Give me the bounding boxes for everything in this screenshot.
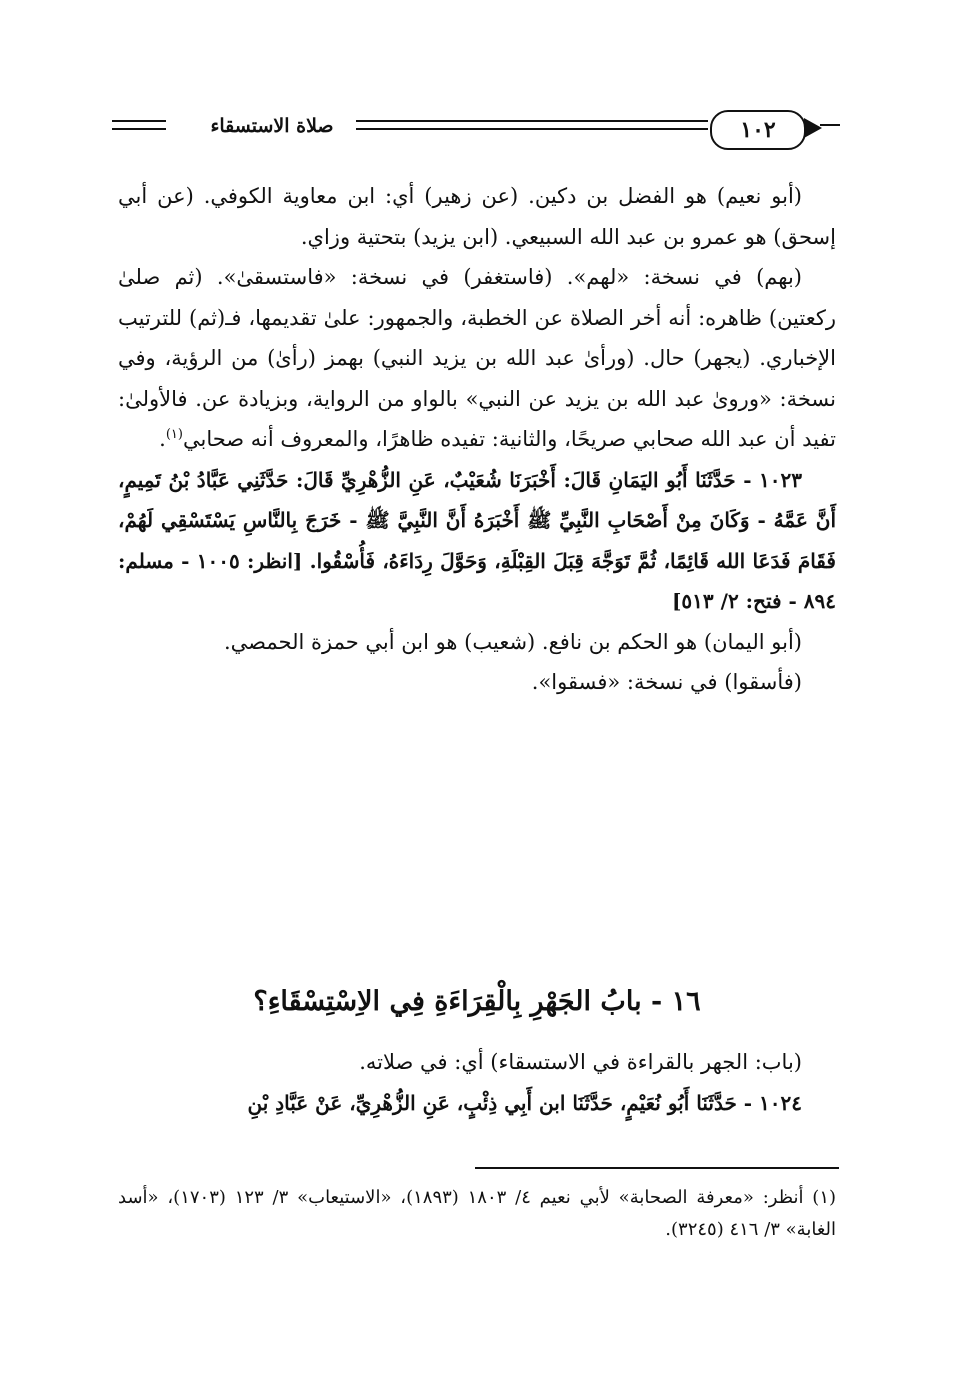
commentary-paragraph [118, 257, 836, 460]
header-rule-middle [356, 128, 708, 130]
running-title: صلاة الاستسقاء [210, 115, 334, 137]
page-number-pointer [804, 118, 822, 138]
hadith-1024: ١٠٢٤ - حَدَّثَنَا أَبُو نُعَيْمٍ، حَدَّثَنَا ابن أَبِي ذِئْبٍ، عَنِ الزُّهْرِيِّ، عَنْ عَبَّادِ بْنِ [247, 1090, 802, 1115]
running-header [112, 104, 840, 150]
commentary-paragraph: (أبو نعيم) هو الفضل بن دكين. (عن زهير) أي: ابن معاوية الكوفي. (عن أبي إسحق) هو عمرو بن عبد الله السبيعي. (ابن يزيد) بتحتية وزاي. [118, 184, 836, 249]
header-rule-right [820, 124, 840, 126]
page-number: ١٠٢ [710, 110, 806, 150]
chapter-heading: ١٦ - بابُ الجَهْرِ بِالْقِرَاءَةِ فِي الاِسْتِسْقَاءِ؟ [253, 986, 701, 1017]
footnote: (١) أنظر: «معرفة الصحابة» لأبي نعيم ٤/ ١٨٠٣ (١٨٩٣)، «الاستيعاب» ٣/ ١٢٣ (١٧٠٣)، «أسد الغابة» ٣/ ٤١٦ (٣٢٤٥). [118, 1187, 837, 1240]
commentary-paragraph: (فأسقوا) في نسخة: «فسقوا». [531, 670, 802, 694]
main-text-continued [118, 1042, 836, 1123]
sentence-end: . [159, 427, 166, 451]
header-rule-middle [356, 120, 708, 122]
commentary-paragraph: (أبو اليمان) هو الحكم بن نافع. (شعيب) هو ابن أبي حمزة الحمصي. [224, 629, 802, 654]
chapter-gloss: (باب: الجهر بالقراءة في الاستسقاء) أي: في صلاته. [359, 1050, 802, 1074]
footnote-marker: (١) [165, 427, 183, 442]
main-text [118, 176, 836, 703]
header-rule-left [112, 120, 166, 122]
hadith-1023: ١٠٢٣ - حَدَّثَنَا أَبُو اليَمَانِ قَالَ: أَخْبَرَنَا شُعَيْبٌ، عَنِ الزُّهْرِيِّ قَالَ: حَدَّثَنِي عَبَّادُ بْنُ تَمِيمٍ، أَنَّ عَمَّهُ - وَكَانَ مِنْ أَصْحَابِ النَّبِيِّ ﷺ أَخْبَرَهُ أَنَّ النَّبِيَّ ﷺ - خَرَجَ بِالنَّاسِ يَسْتَسْقِي لَهُمْ، فَقَامَ فَدَعَا الله قَائِمًا، ثُمَّ تَوَجَّهَ قِبَلَ القِبْلَةِ، وَحَوَّلَ رِدَاءَهُ، فَأُسْقُوا. [انظر: ١٠٠٥ - مسلم: ٨٩٤ - فتح: ٢/ ٥١٣] [118, 467, 836, 613]
header-rule-left [112, 128, 166, 130]
commentary-text: (بهم) في نسخة: «لهم». (فاستغفر) في نسخة: «فاستسقىٰ». (ثم صلىٰ ركعتين) ظاهره: أنه أخر الصلاة عن الخطبة، والجمهور: علىٰ تقديمها، فـ(ثم) للترتيب الإخباري. (يجهر) حال. (ورأىٰ عبد الله بن يزيد النبي) بهمز (رأىٰ) من الرؤية، وفي نسخة: «وروىٰ عبد الله بن يزيد عن النبي» بالواو من الرواية، وبزيادة عن. فالأولىٰ: تفيد أن عبد الله صحابي صريحًا، والثانية: تفيده ظاهرًا، والمعروف أنه صحابي [118, 265, 836, 451]
footnote-separator [475, 1167, 839, 1169]
